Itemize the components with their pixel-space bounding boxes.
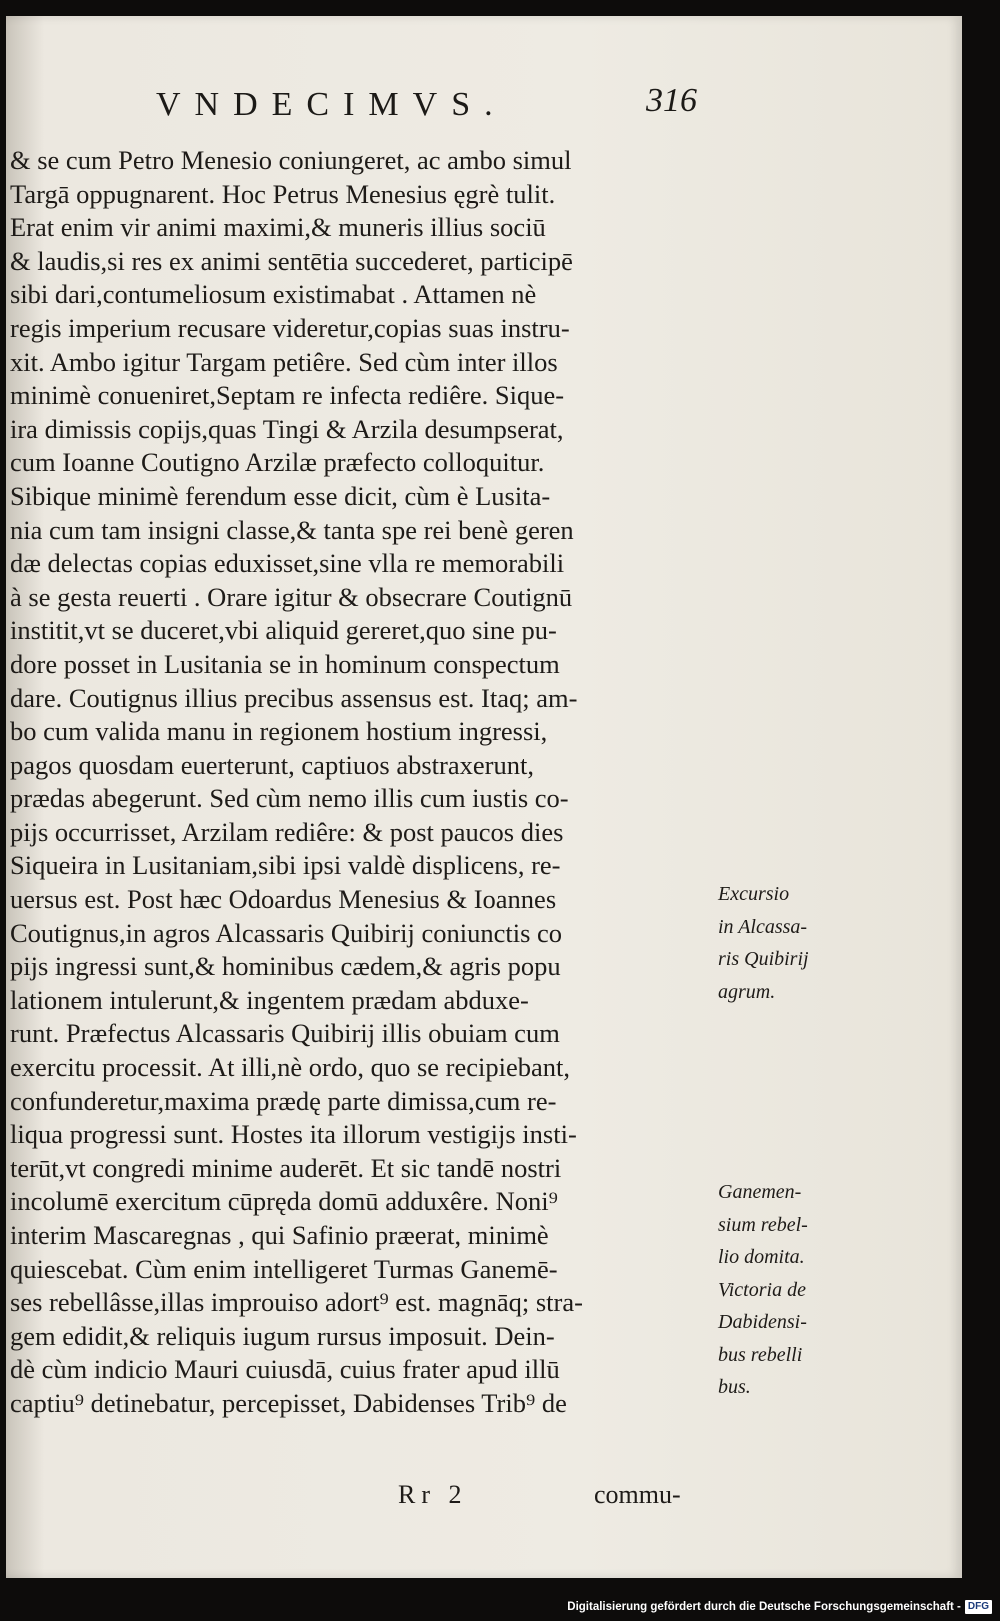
text-line: bo cum valida manu in regionem hostium ingressi, <box>10 716 548 747</box>
text-line: gem edidit,& reliquis iugum rursus imposuit. Dein- <box>10 1320 555 1351</box>
text-line: minimè conueniret,Septam re infecta rediêre. Sique- <box>10 380 565 411</box>
text-line: institit,vt se duceret,vbi aliquid gereret,quo sine pu- <box>10 615 557 646</box>
running-head: VNDECIMVS. <box>156 86 507 123</box>
page-number: 316 <box>646 82 697 119</box>
margin-note-line: bus rebelli <box>718 1343 803 1366</box>
text-line: nia cum tam insigni classe,& tanta spe rei benè geren <box>10 514 574 545</box>
text-line: incolumē exercitum cūprędа domū adduxêre. Noni⁹ <box>10 1186 558 1217</box>
margin-note-line: sium rebel- <box>718 1213 808 1236</box>
margin-note-ganemensium <box>718 1176 848 1404</box>
margin-note-line: in Alcassa- <box>718 915 808 938</box>
catchword: commu- <box>594 1480 681 1509</box>
text-line: ses rebellâsse,illas improuiso adort⁹ est. magnāq; stra- <box>10 1287 583 1318</box>
margin-note-line: Dabidensi- <box>718 1311 807 1333</box>
text-line: exercitu processit. At illi,nè ordo, quo se recipiebant, <box>10 1052 571 1083</box>
text-line: confunderetur,maxima prædę parte dimissa,cum re- <box>10 1085 557 1116</box>
text-line: Coutignus,in agros Alcassaris Quibirij coniunctis co <box>10 917 563 948</box>
text-line: cum Ioanne Coutigno Arzilæ præfecto colloquitur. <box>10 447 545 478</box>
text-line: xit. Ambo igitur Targam petiêre. Sed cùm inter illos <box>10 346 558 377</box>
dfg-logo-icon: DFG <box>965 1600 992 1614</box>
text-line: terūt,vt congredi minime auderēt. Et sic tandē nostri <box>10 1152 562 1183</box>
text-line: uersus est. Post hæc Odoardus Menesius & Ioannes <box>10 884 557 915</box>
margin-note-line: bus. <box>718 1376 751 1398</box>
text-line: pijs occurrisset, Arzilam rediêre: & post paucos dies <box>10 816 564 847</box>
text-line: Erat enim vir animi maximi,& muneris illius sociū <box>10 212 546 243</box>
text-line: lationem intulerunt,& ingentem prædam abduxe- <box>10 984 529 1015</box>
margin-note-line: Excursio <box>718 883 790 905</box>
text-line: ira dimissis copijs,quas Tingi & Arzila desumpserat, <box>10 413 564 444</box>
margin-note-line: Ganemen- <box>718 1181 802 1203</box>
text-line: dare. Coutignus illius precibus assensus est. Itaq; am- <box>10 682 578 713</box>
text-line: pagos quosdam euerterunt, captiuos abstraxerunt, <box>10 749 534 780</box>
digitization-footer <box>567 1599 992 1615</box>
text-line: dore posset in Lusitania se in hominum conspectum <box>10 648 560 679</box>
text-line: à se gesta reuerti . Orare igitur & obsecrare Coutignū <box>10 581 573 612</box>
text-line: & se cum Petro Menesio coniungeret, ac ambo simul <box>10 145 572 175</box>
text-line: sibi dari,contumeliosum existimabat . Attamen nè <box>10 279 537 310</box>
text-line: interim Mascaregnas , qui Safinio præerat, minimè <box>10 1220 549 1250</box>
text-line: Targā oppugnarent. Hoc Petrus Menesius ęgrè tulit. <box>10 178 556 209</box>
margin-note-line: agrum. <box>718 980 776 1003</box>
text-line: dè cùm indicio Mauri cuiusdā, cuius frater apud illū <box>10 1354 560 1385</box>
margin-note-line: lio domita. <box>718 1246 805 1268</box>
text-line: liqua progressi sunt. Hostes ita illorum vestigijs insti- <box>10 1119 577 1150</box>
text-line: dæ delectas copias eduxisset,sine vlla re memorabili <box>10 548 565 579</box>
text-line: captiu⁹ detinebatur, percepisset, Dabidenses Trib⁹ de <box>10 1387 567 1418</box>
margin-note-excursion <box>718 878 848 1008</box>
margin-note-line: Victoria de <box>718 1278 806 1301</box>
book-page <box>6 16 962 1578</box>
text-line: prædas abegerunt. Sed cùm nemo illis cum iustis co- <box>10 783 569 814</box>
text-line: quiescebat. Cùm enim intelligeret Turmas Ganemē- <box>10 1253 558 1284</box>
text-line: Sibique minimè ferendum esse dicit, cùm è Lusita- <box>10 480 551 511</box>
text-line: Siqueira in Lusitaniam,sibi ipsi valdè displicens, re- <box>10 850 561 881</box>
text-line: regis imperium recusare videretur,copias suas instru- <box>10 312 570 343</box>
signature-mark: Rr 2 <box>398 1480 468 1509</box>
text-line: & laudis,si res ex animi sentētia succederet, participē <box>10 245 573 276</box>
body-text <box>10 144 716 1421</box>
margin-note-line: ris Quibirij <box>718 948 809 970</box>
digitization-credit: Digitalisierung gefördert durch die Deutsche Forschungsgemeinschaft - <box>567 1601 961 1613</box>
text-line: pijs ingressi sunt,& hominibus cædem,& agris popu <box>10 951 561 982</box>
text-line: runt. Præfectus Alcassaris Quibirij illis obuiam cum <box>10 1018 560 1049</box>
